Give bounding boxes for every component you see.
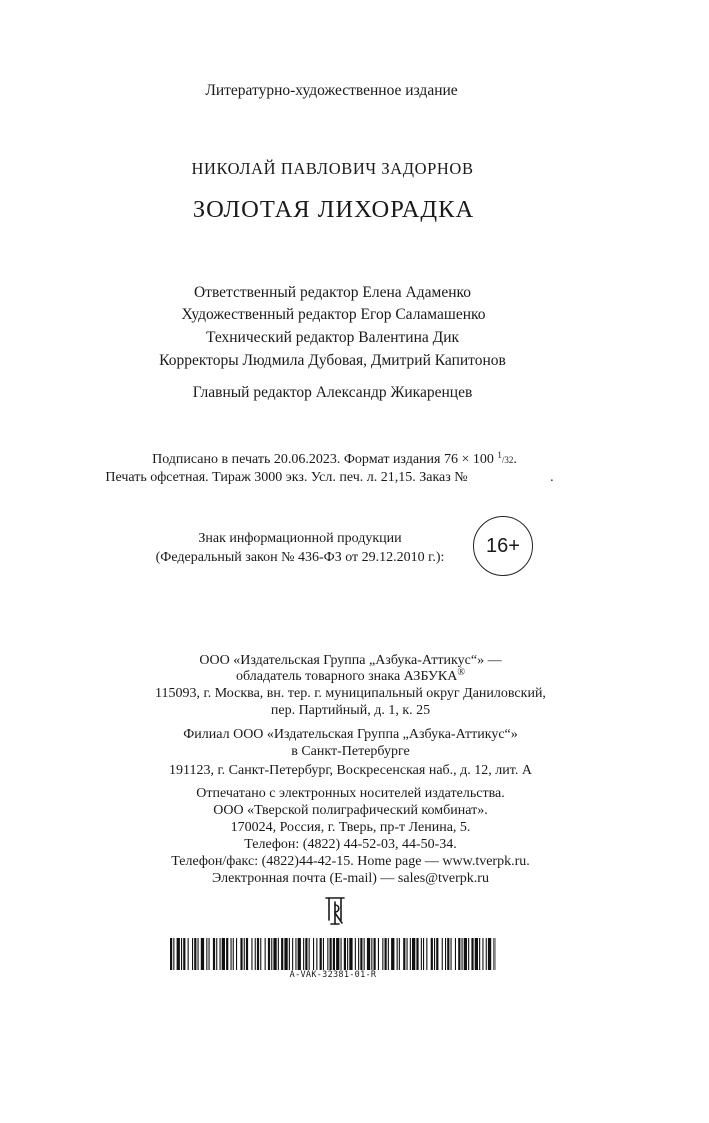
barcode-bar [309,938,310,970]
barcode-bar [391,938,394,970]
barcode-bar [336,938,339,970]
barcode-bar [323,938,324,970]
barcode-bar [360,938,362,970]
barcode-bar [464,938,467,970]
barcode-bar [330,938,332,970]
barcode-bar [201,938,204,970]
author-name: НИКОЛАЙ ПАВЛОВИЧ ЗАДОРНОВ [191,159,474,178]
barcode-code: A-VAK-32381-01-R [289,970,377,980]
barcode-bar [289,938,290,970]
barcode-bar [431,938,433,970]
barcode-bar [358,938,359,970]
barcode-bar [364,938,365,970]
publisher-line-5: Филиал ООО «Издательская Группа „Азбука-Аттикус“» [183,727,518,742]
printer-line-4: Телефон: (4822) 44-52-03, 44-50-34. [244,837,457,852]
credit-chief-editor: Главный редактор Александр Жикаренцев [192,384,473,401]
barcode-bar [295,938,296,970]
barcode-bar [213,938,215,970]
barcode-bar [447,938,449,970]
printer-line-3: 170024, Россия, г. Тверь, пр-т Ленина, 5. [230,820,471,835]
barcode-bar [378,938,379,970]
book-title: ЗОЛОТАЯ ЛИХОРАДКА [192,196,475,223]
barcode-bar [468,938,469,970]
barcode-bar [240,938,242,970]
barcode-bar [251,938,252,970]
barcode-bar [305,938,307,970]
barcode-bar [284,938,287,970]
registered-mark: ® [457,667,465,678]
barcode-bar [188,938,189,970]
barcode-bar [471,938,473,970]
barcode-bar [303,938,304,970]
barcode-bar [298,938,301,970]
barcode-bar [333,938,335,970]
barcode-bar [455,938,456,970]
barcode-bar [371,938,372,970]
barcode-bar [403,938,405,970]
barcode-bar [382,938,383,970]
barcode-bar [244,938,245,970]
barcode-bar [233,938,234,970]
notice-line-1: Знак информационной продукции [198,531,402,546]
barcode-bar [374,938,376,970]
barcode-bar [410,938,411,970]
barcode-bar [222,938,225,970]
genre-label: Литературно-художественное издание [205,82,458,99]
tpk-monogram-icon [322,893,348,927]
format-fraction-numerator: 1 [497,450,502,460]
barcode-bar [397,938,398,970]
barcode-bar [475,938,478,970]
print-info-line-1 [0,452,689,468]
barcode-bar [367,938,370,970]
printer-line-2: ООО «Тверской полиграфический комбинат». [213,803,488,818]
publisher-line-3: 115093, г. Москва, вн. тер. г. муниципальный округ Даниловский, [155,686,546,701]
credit-technical-editor: Технический редактор Валентина Дик [205,329,460,346]
notice-line-2: (Федеральный закон № 436-ФЗ от 29.12.2010 г.): [155,550,445,565]
publisher-line-6: в Санкт-Петербурге [291,744,410,759]
barcode-bar [421,938,422,970]
barcode-bar [236,938,237,970]
barcode-bar [231,938,232,970]
barcode-bar [170,938,172,970]
barcode-bar [349,938,352,970]
barcode-bar [445,938,446,970]
publisher-line-7: 191123, г. Санкт-Петербург, Воскресенская наб., д. 12, лит. А [169,763,532,778]
barcode-bar [486,938,487,970]
barcode-bar [260,938,261,970]
print-format-text: Подписано в печать 20.06.2023. Формат издания 76 × 100 [152,452,494,467]
barcode-bar [313,938,314,970]
print-run-text: Печать офсетная. Тираж 3000 экз. Усл. печ. л. 21,15. Заказ № [105,470,468,485]
barcode-bar [257,938,259,970]
barcode-bar [399,938,400,970]
barcode-bar [192,938,193,970]
barcode-bar [327,938,328,970]
barcode-bar [479,938,480,970]
publisher-line-2 [0,669,705,685]
barcode-bar [426,938,427,970]
barcode-bar [347,938,348,970]
barcode-bar [194,938,196,970]
barcode-bar [451,938,452,970]
barcode-bar [216,938,217,970]
barcode-bar [488,938,491,970]
barcode-bar [388,938,389,970]
barcode-bar [462,938,463,970]
barcode-bar [355,938,356,970]
barcode-bar [206,938,207,970]
barcode-bar [316,938,317,970]
printer-line-5: Телефон/факс: (4822)44-42-15. Home page — www.tverpk.ru. [171,854,530,869]
barcode [170,938,496,970]
credit-art-editor: Художественный редактор Егор Саламашенко [181,306,486,323]
barcode-bar [442,938,443,970]
barcode-bar [220,938,221,970]
barcode-bar [255,938,256,970]
barcode-bar [434,938,435,970]
credit-responsible-editor: Ответственный редактор Елена Адаменко [193,284,471,301]
barcode-bar [273,938,276,970]
barcode-bar [458,938,460,970]
publisher-line-1: ООО «Издательская Группа „Азбука-Аттикус“» — [199,653,502,668]
barcode-bar [292,938,293,970]
barcode-bar [493,938,494,970]
barcode-bar [271,938,272,970]
print-format-tail: . [513,452,517,467]
format-fraction-denominator: /32 [501,455,514,465]
barcode-bar [181,938,182,970]
barcode-bar [344,938,346,970]
barcode-bar [177,938,180,970]
credit-proofreaders: Корректоры Людмила Дубовая, Дмитрий Капитонов [159,352,506,369]
barcode-bar [173,938,174,970]
publisher-line-4: пер. Партийный, д. 1, к. 25 [270,703,431,718]
printer-line-6: Электронная почта (E-mail) — sales@tverpk.ru [212,871,489,886]
publisher-trademark-text: обладатель товарного знака АЗБУКА [236,669,458,684]
barcode-bar [385,938,387,970]
age-rating-badge: 16+ [473,516,533,576]
barcode-bar [226,938,228,970]
barcode-bar [482,938,483,970]
order-number-tail: . [550,470,554,485]
barcode-bar [412,938,415,970]
barcode-bar [281,938,283,970]
barcode-bar [423,938,424,970]
barcode-bar [246,938,248,970]
barcode-bar [416,938,418,970]
print-info-line-2 [0,470,684,486]
barcode-bar [209,938,210,970]
barcode-bar [407,938,408,970]
barcode-bar [278,938,279,970]
barcode-bar [265,938,266,970]
info-product-notice [140,529,460,567]
barcode-bar [436,938,438,970]
barcode-bar [341,938,342,970]
barcode-bar [198,938,199,970]
barcode-bar [268,938,270,970]
barcode-bar [320,938,322,970]
barcode-bar [183,938,185,970]
printer-line-1: Отпечатано с электронных носителей издательства. [196,786,505,801]
